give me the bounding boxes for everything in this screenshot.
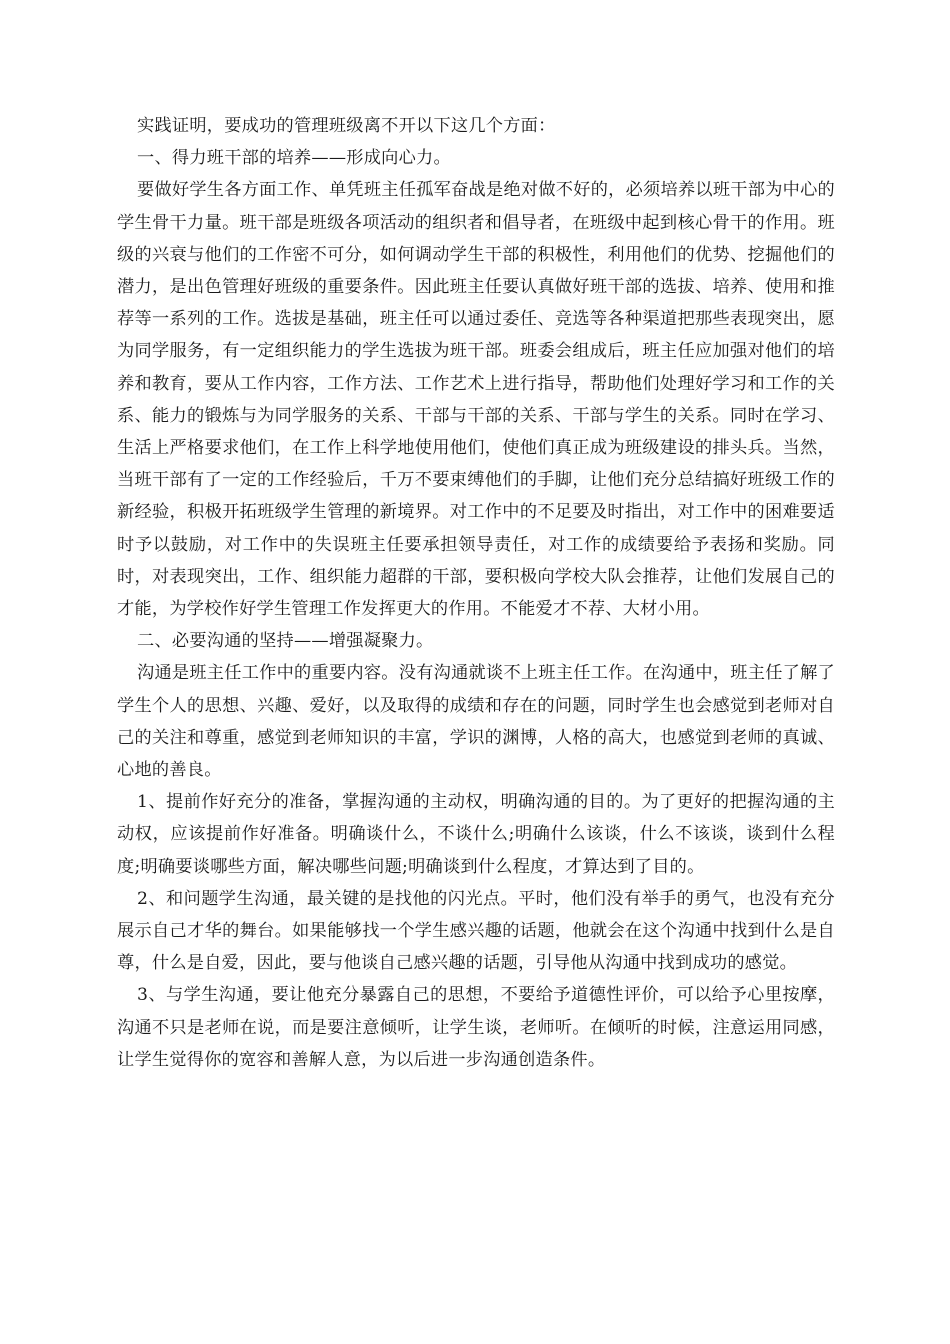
list-item-2: 2、和问题学生沟通，最关键的是找他的闪光点。平时，他们没有举手的勇气，也没有充分展示自己才华的舞台。如果能够找一个学生感兴趣的话题，他就会在这个沟通中找到什么是自尊，什么是自爱，因此，要与他谈自己感兴趣的话题，引导他从沟通中找到成功的感觉。 [117,888,835,974]
section-heading-1: 一、得力班干部的培养——形成向心力。 [137,148,451,169]
list-item-3: 3、与学生沟通，要让他充分暴露自己的思想，不要给予道德性评价，可以给予心里按摩，沟通不只是老师在说，而是要注意倾听，让学生谈，老师听。在倾听的时候，注意运用同感，让学生觉得你的宽容和善解人意，为以后进一步沟通创造条件。 [117,985,835,1070]
body-paragraph-2: 沟通是班主任工作中的重要内容。没有沟通就谈不上班主任工作。在沟通中，班主任了解了学生个人的思想、兴趣、爱好，以及取得的成绩和存在的问题，同时学生也会感觉到老师对自己的关注和尊重，感觉到老师知识的丰富，学识的渊博，人格的高大，也感觉到老师的真诚、心地的善良。 [117,663,835,781]
intro-paragraph: 实践证明，要成功的管理班级离不开以下这几个方面： [137,116,556,136]
document-body [117,110,835,1076]
section-heading-2: 二、必要沟通的坚持——增强凝聚力。 [137,631,434,652]
list-item-1: 1、提前作好充分的准备，掌握沟通的主动权，明确沟通的目的。为了更好的把握沟通的主动权，应该提前作好准备。明确谈什么，不谈什么;明确什么该谈，什么不该谈，谈到什么程度;明确要谈哪些方面，解决哪些问题;明确谈到什么程度，才算达到了目的。 [117,792,835,877]
body-paragraph-1: 要做好学生各方面工作、单凭班主任孤军奋战是绝对做不好的，必须培养以班干部为中心的学生骨干力量。班干部是班级各项活动的组织者和倡导者，在班级中起到核心骨干的作用。班级的兴衰与他们的工作密不可分，如何调动学生干部的积极性，利用他们的优势、挖掘他们的潜力，是出色管理好班级的重要条件。因此班主任要认真做好班干部的选拔、培养、使用和推荐等一系列的工作。选拔是基础，班主任可以通过委任、竞选等各种渠道把那些表现突出，愿为同学服务，有一定组织能力的学生选拔为班干部。班委会组成后，班主任应加强对他们的培养和教育，要从工作内容，工作方法、工作艺术上进行指导，帮助他们处理好学习和工作的关系、能力的锻炼与为同学服务的关系、干部与干部的关系、干部与学生的关系。同时在学习、生活上严格要求他们，在工作上科学地使用他们，使他们真正成为班级建设的排头兵。当然，当班干部有了一定的工作经验后，千万不要束缚他们的手脚，让他们充分总结搞好班级工作的新经验，积极开拓班级学生管理的新境界。对工作中的不足要及时指出，对工作中的困难要适时予以鼓励，对工作中的失误班主任要承担领导责任，对工作的成绩要给予表扬和奖励。同时，对表现突出，工作、组织能力超群的干部，要积极向学校大队会推荐，让他们发展自己的才能，为学校作好学生管理工作发挥更大的作用。不能爱才不荐、大材小用。 [117,180,835,620]
